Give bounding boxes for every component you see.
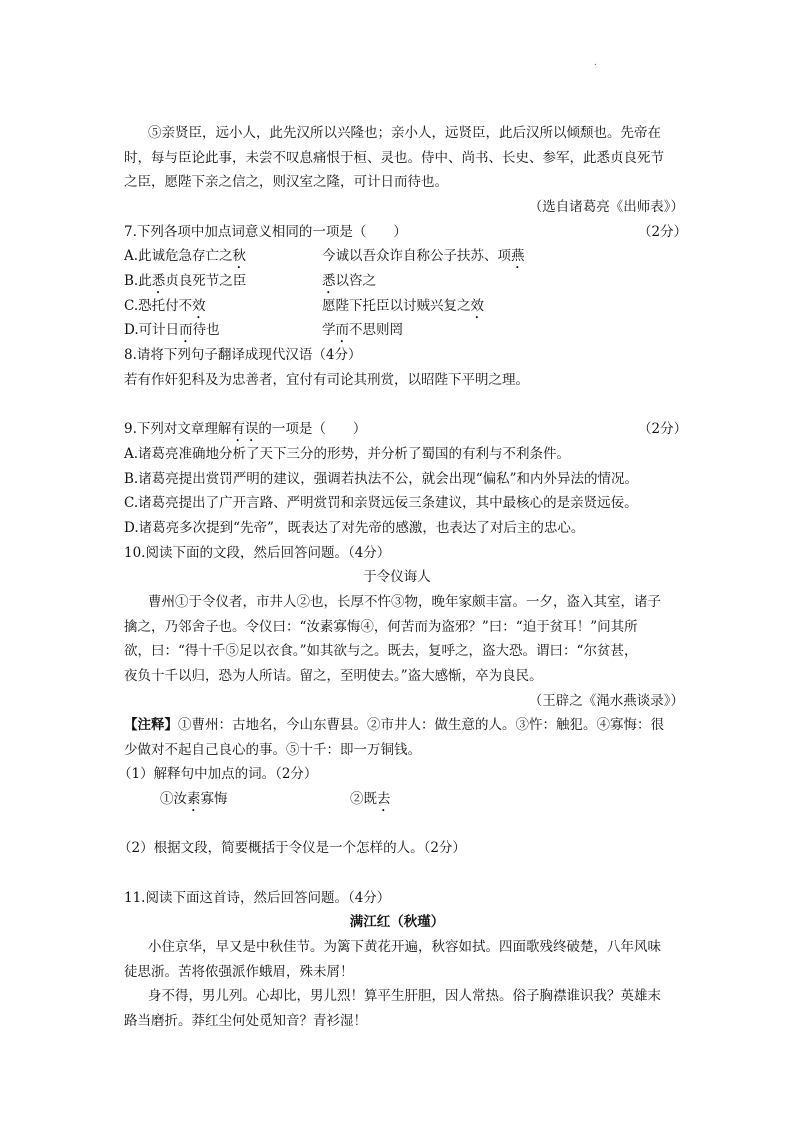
- q10-sub2: （2）根据文段，简要概括于令仪是一个怎样的人。（2分）: [118, 840, 466, 856]
- q7-option-d-left: D.可计日而待也: [124, 322, 220, 338]
- q10-stem: 10.阅读下面的文段，然后回答问题。（4分）: [124, 545, 391, 561]
- q10-line-4: 夜负十千以归，恐为人所诘。留之，至明使去。”盗大感惭，卒为良民。: [124, 668, 543, 684]
- q9-option-d: D.诸葛亮多次提到“先帝”，既表达了对先帝的感激，也表达了对后主的忠心。: [124, 520, 585, 536]
- q10-line-3: 欲，曰：“得十千⑤足以衣食。”如其欲与之。既去，复呼之，盗大恐。谓曰：“尔贫甚，: [124, 643, 638, 659]
- notes-label: 【注释】: [124, 717, 178, 733]
- q7-stem: 7.下列各项中加点词意义相同的一项是（ ）: [124, 224, 407, 240]
- q10-sub1-item-2: ②既去: [350, 791, 391, 807]
- q10-line-2: 擒之，乃邻舍子也。令仪曰：“汝素寡悔④，何苦而为盗邪？”曰：“迫于贫耳！”问其所: [124, 619, 638, 635]
- q8-stem: 8.请将下列句子翻译成现代汉语（4分）: [124, 347, 362, 363]
- q10-title: 于令仪诲人: [363, 569, 431, 585]
- q7-option-c-left: C.恐托付不效: [124, 298, 206, 314]
- q8-sentence: 若有作奸犯科及为忠善者，宜付有司论其刑赏，以昭陛下平明之理。: [124, 372, 529, 388]
- q7-option-d-right: 学而不思则罔: [322, 322, 403, 338]
- page-speck: .: [594, 58, 597, 68]
- passage-line-3: 之臣，愿陛下亲之信之，则汉室之隆，可计日而待也。: [124, 174, 448, 190]
- q10-notes-line-2: 少做对不起自己良心的事。⑤十千：即一万铜钱。: [124, 742, 421, 758]
- q9-option-c: C.诸葛亮提出了广开言路、严明赏罚和亲贤远佞三条建议，其中最核心的是亲贤远佞。: [124, 495, 638, 511]
- passage-source: （选自诸葛亮《出师表》）: [528, 199, 684, 215]
- q11-line-2: 徒思浙。苦将侬强派作蛾眉，殊未屑！: [124, 964, 354, 980]
- q7-option-b-left: B.此悉贞良死节之臣: [124, 273, 247, 289]
- q9-score: （2分）: [638, 421, 688, 437]
- q11-stem: 11.阅读下面这首诗，然后回答问题。（4分）: [124, 890, 391, 906]
- q9-option-b: B.诸葛亮提出赏罚严明的建议，强调若执法不公，就会出现“偏私”和内外异法的情况。: [124, 471, 639, 487]
- q11-line-4: 路当磨折。莽红尘何处觅知音？青衫湿！: [124, 1013, 367, 1029]
- q7-option-c-right: 愿陛下托臣以讨贼兴复之效: [322, 298, 484, 314]
- q9-option-a: A.诸葛亮准确地分析了天下三分的形势，并分析了蜀国的有利与不利条件。: [124, 446, 571, 462]
- q7-score: （2分）: [638, 224, 688, 240]
- q9-stem: 9.下列对文章理解有误的一项是（ ）: [124, 421, 367, 437]
- q7-option-a-left: A.此诚危急存亡之秋: [124, 248, 247, 264]
- q7-option-b-right: 悉以咨之: [322, 273, 376, 289]
- q10-source: （王辟之《渑水燕谈录》）: [528, 693, 684, 709]
- q11-title: 满江红（秋瑾）: [349, 914, 445, 930]
- q10-notes-line-1: 【注释】①曹州：古地名，今山东曹县。②市井人：做生意的人。③忤：触犯。④寡悔：很: [124, 717, 664, 733]
- q7-option-a-right: 今诚以吾众诈自称公子扶苏、项燕: [322, 248, 525, 264]
- passage-line-2: 时，每与臣论此事，未尝不叹息痛恨于桓、灵也。侍中、尚书、长史、参军，此悉贞良死节: [124, 150, 664, 166]
- passage-line-1: ⑤亲贤臣，远小人，此先汉所以兴隆也；亲小人，远贤臣，此后汉所以倾颓也。先帝在: [148, 125, 661, 141]
- q11-line-1: 小住京华，早又是中秋佳节。为篱下黄花开遍，秋容如拭。四面歌残终破楚，八年风味: [148, 939, 661, 955]
- q10-sub1-item-1: ①汝素寡悔: [160, 791, 228, 807]
- q10-sub1: （1）解释句中加点的词。（2分）: [118, 766, 318, 782]
- q10-line-1: 曹州①于令仪者，市井人②也，长厚不忤③物，晚年家颇丰富。一夕，盗入其室，诸子: [148, 594, 661, 610]
- q11-line-3: 身不得，男儿列。心却比，男儿烈！算平生肝胆，因人常热。俗子胸襟谁识我？英雄末: [148, 988, 661, 1004]
